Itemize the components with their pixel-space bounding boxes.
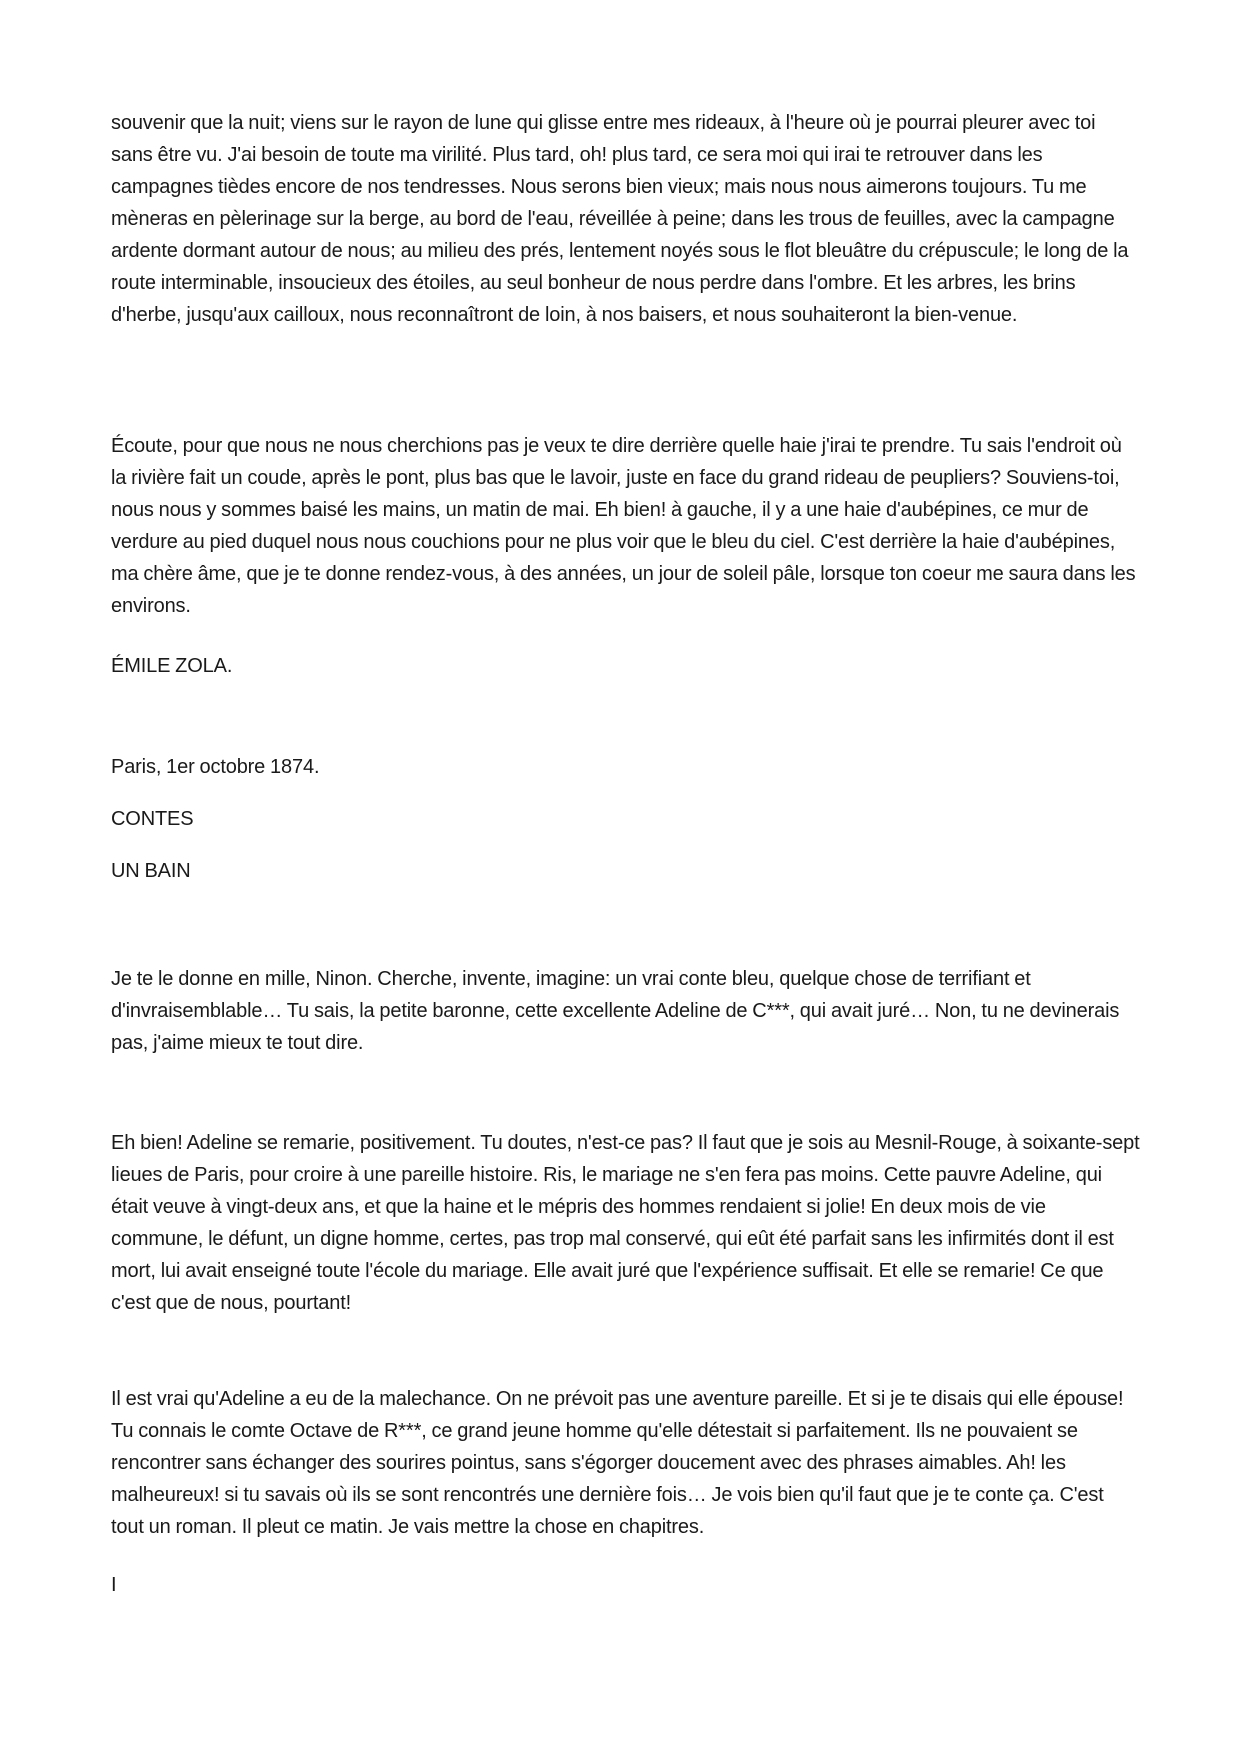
- paragraph-malechance: Il est vrai qu'Adeline a eu de la malechance. On ne prévoit pas une aventure pareille. Et si je te disais qui elle épouse! Tu connais le comte Octave de R***, ce grand jeune homme qu'elle détestait si parfaitement. Ils ne pouvaient se rencontrer sans échanger des sourires pointus, sans s'égorger doucement avec des phrases aimables. Ah! les malheureux! si tu savais où ils se sont rencontrés une dernière fois… Je vois bien qu'il faut que je te conte ça. C'est tout un roman. Il pleut ce matin. Je vais mettre la chose en chapitres.: [111, 1388, 1124, 1538]
- chapter-number: I: [111, 1574, 117, 1596]
- section-heading-contes: CONTES: [111, 808, 194, 830]
- paragraph-adeline-remarie: Eh bien! Adeline se remarie, positivement. Tu doutes, n'est-ce pas? Il faut que je sois au Mesnil-Rouge, à soixante-sept lieues de Paris, pour croire à une pareille histoire. Ris, le mariage ne s'en fera pas moins. Cette pauvre Adeline, qui était veuve à vingt-deux ans, et que la haine et le mépris des hommes rendaient si jolie! En deux mois de vie commune, le défunt, un digne homme, certes, pas trop mal conservé, qui eût été parfait sans les infirmités dont il est mort, lui avait enseigné toute l'école du mariage. Elle avait juré que l'expérience suffisait. Et elle se remarie! Ce que c'est que de nous, pourtant!: [111, 1132, 1140, 1314]
- paragraph-souvenir: souvenir que la nuit; viens sur le rayon de lune qui glisse entre mes rideaux, à l'heure où je pourrai pleurer avec toi sans être vu. J'ai besoin de toute ma virilité. Plus tard, oh! plus tard, ce sera moi qui irai te retrouver dans les campagnes tièdes encore de nos tendresses. Nous serons bien vieux; mais nous nous aimerons toujours. Tu me mèneras en pèlerinage sur la berge, au bord de l'eau, réveillée à peine; dans les trous de feuilles, avec la campagne ardente dormant autour de nous; au milieu des prés, lentement noyés sous le flot bleuâtre du crépuscule; le long de la route interminable, insoucieux des étoiles, au seul bonheur de nous perdre dans l'ombre. Et les arbres, les brins d'herbe, jusqu'aux cailloux, nous reconnaîtront de loin, à nos baisers, et nous souhaiteront la bien-venue.: [111, 112, 1129, 326]
- paragraph-ninon: Je te le donne en mille, Ninon. Cherche, invente, imagine: un vrai conte bleu, quelque chose de terrifiant et d'invraisemblable… Tu sais, la petite baronne, cette excellente Adeline de C***, qui avait juré… Non, tu ne devinerais pas, j'aime mieux te tout dire.: [111, 968, 1120, 1054]
- story-title-un-bain: UN BAIN: [111, 860, 191, 882]
- date-line: Paris, 1er octobre 1874.: [111, 756, 320, 778]
- paragraph-ecoute: Écoute, pour que nous ne nous cherchions pas je veux te dire derrière quelle haie j'irai te prendre. Tu sais l'endroit où la rivière fait un coude, après le pont, plus bas que le lavoir, juste en face du grand rideau de peupliers? Souviens-toi, nous nous y sommes baisé les mains, un matin de mai. Eh bien! à gauche, il y a une haie d'aubépines, ce mur de verdure au pied duquel nous nous couchions pour ne plus voir que le bleu du ciel. C'est derrière la haie d'aubépines, ma chère âme, que je te donne rendez-vous, à des années, un jour de soleil pâle, lorsque ton coeur me saura dans les environs.: [111, 435, 1136, 617]
- signature-author: ÉMILE ZOLA.: [111, 655, 233, 677]
